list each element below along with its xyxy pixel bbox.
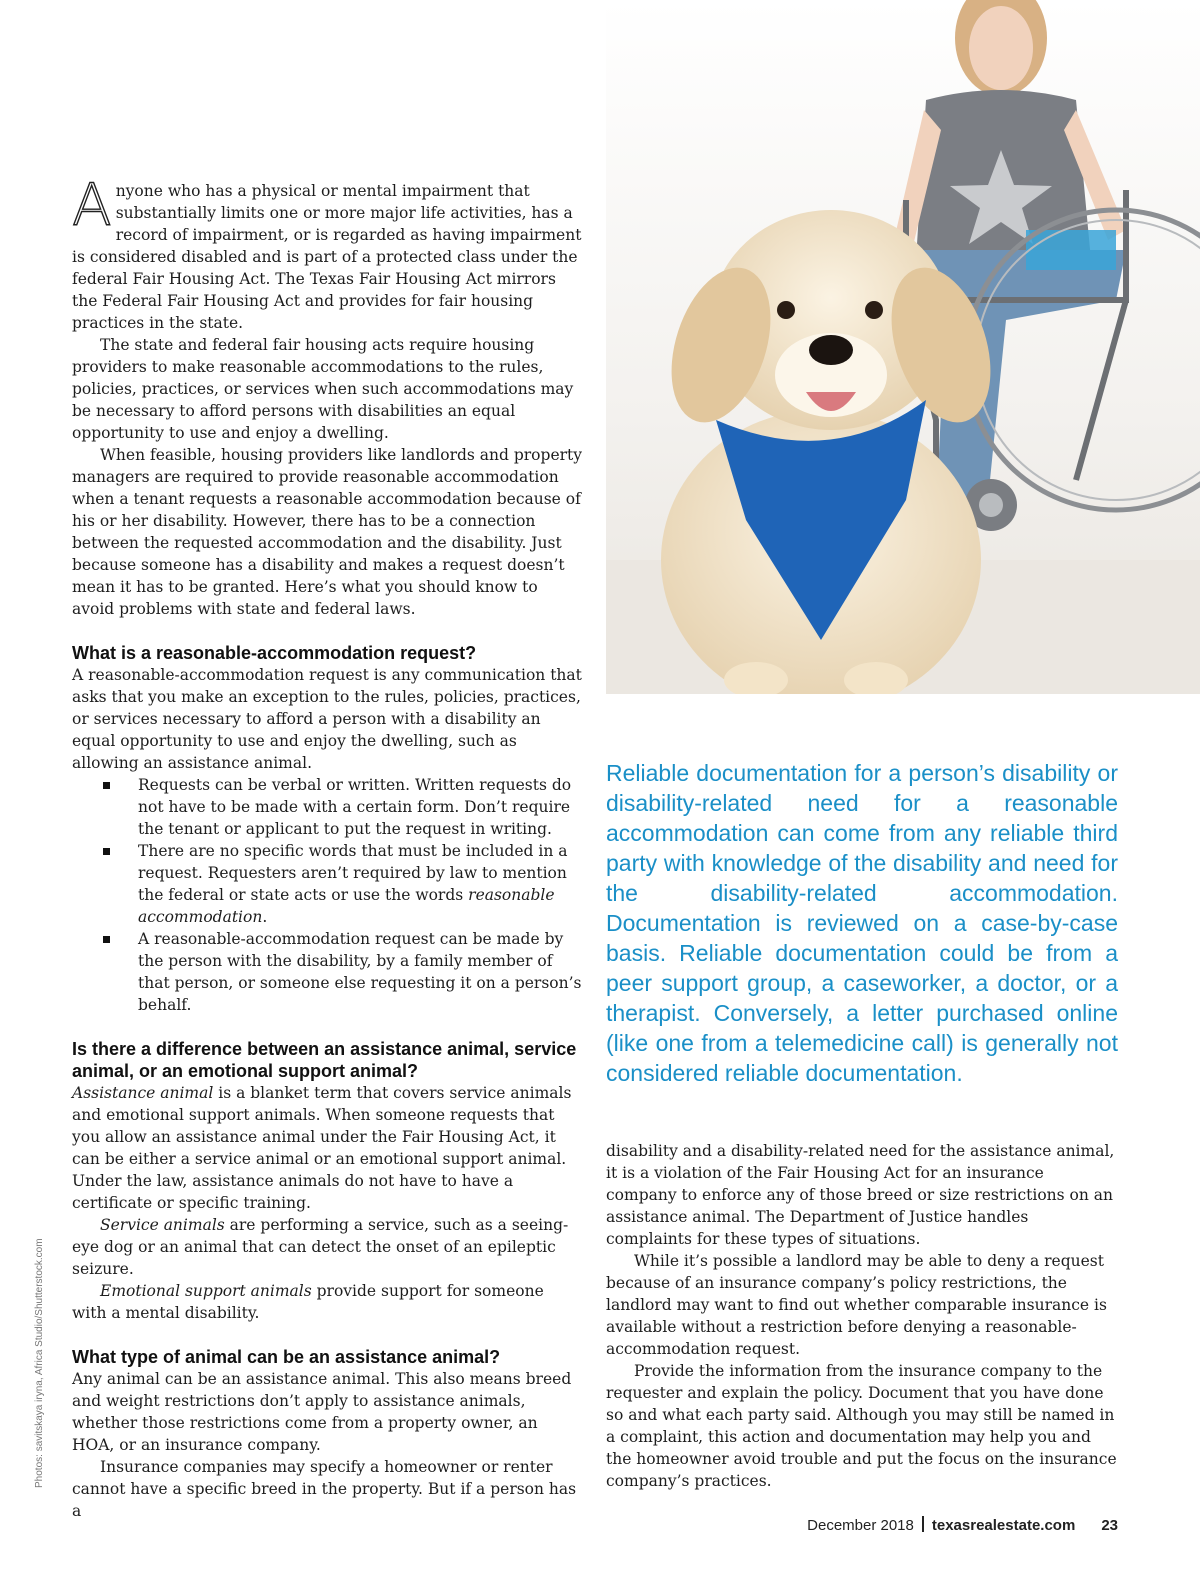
section2-paragraph-2-text: are performing a service, such as a seeing-eye dog or an animal that can detect the onset of an epileptic seizure. bbox=[72, 1216, 569, 1278]
section2-paragraph-1-text: is a blanket term that covers service animals and emotional support animals. When someone requests that you allow an assistance animal under the Fair Housing Act, it can be either a service animal or an emotional support animal. Under the law, assistance animals do not have to have a certificate or specific training. bbox=[72, 1084, 572, 1212]
right-column bbox=[606, 1140, 1118, 1492]
right-paragraph-1: disability and a disability-related need for the assistance animal, it is a violation of the Fair Housing Act for an insurance company to enforce any of those breed or size restrictions on an assistance animal. The Department of Justice handles complaints for these types of situations. bbox=[606, 1142, 1115, 1248]
heading-animal-difference: Is there a difference between an assistance animal, service animal, or an emotional support animal? bbox=[72, 1039, 577, 1081]
section3-paragraph-1: Any animal can be an assistance animal. This also means breed and weight restrictions don’t apply to assistance animals, whether those restrictions come from a property owner, an HOA, or an insurance company. bbox=[72, 1370, 572, 1454]
intro-paragraph-1 bbox=[72, 171, 582, 334]
right-paragraph-3: Provide the information from the insurance company to the requester and explain the policy. Document that you have done so and what each party said. Although you may still be named in a complaint, this action and documentation may help you and the homeowner avoid trouble and put the focus on the insurance company’s practices. bbox=[606, 1362, 1117, 1490]
section2-paragraph-3-text: provide support for someone with a mental disability. bbox=[72, 1282, 544, 1322]
footer-divider bbox=[922, 1516, 924, 1532]
heading-animal-type: What type of animal can be an assistance animal? bbox=[72, 1347, 501, 1367]
intro-paragraph-3: When feasible, housing providers like landlords and property managers are required to provide reasonable accommodation when a tenant requests a reasonable accommodation because of his or her disability. However, there has to be a connection between the requested accommodation and the disability. Just because someone has a disability and makes a request doesn’t mean it has to be granted. Here’s what you should know to avoid problems with state and federal laws. bbox=[72, 446, 583, 618]
bullet-text: There are no specific words that must be included in a request. Requesters aren’t required by law to mention the federal or state acts or use the words bbox=[138, 842, 568, 904]
requests-bullet-list bbox=[72, 774, 582, 1016]
bullet-text: A reasonable-accommodation request can be made by the person with the disability, by a family member of that person, or someone else requesting it on a person’s behalf. bbox=[138, 930, 582, 1014]
page-footer bbox=[807, 1516, 1118, 1534]
page-number: 23 bbox=[1101, 1517, 1118, 1534]
bullet-square-icon bbox=[103, 782, 110, 789]
intro-paragraph-1-text: nyone who has a physical or mental impairment that substantially limits one or more major life activities, has a record of impairment, or is regarded as having impairment is considered disabled and is part of a protected class under the federal Fair Housing Act. The Texas Fair Housing Act mirrors the Federal Fair Housing Act and provides for fair housing practices in the state. bbox=[72, 182, 582, 332]
section3-paragraph-2: Insurance companies may specify a homeowner or renter cannot have a specific breed in the property. But if a person has a bbox=[72, 1458, 577, 1520]
right-paragraph-2: While it’s possible a landlord may be able to deny a request because of an insurance company’s policy restrictions, the landlord may want to find out whether comparable insurance is available without a restriction before denying a reasonable-accommodation request. bbox=[606, 1252, 1107, 1358]
website-link[interactable]: texasrealestate.com bbox=[931, 1517, 1076, 1534]
bullet-item bbox=[72, 928, 582, 1016]
section1-paragraph-1: A reasonable-accommodation request is any communication that asks that you make an exception to the rules, policies, practices, or services necessary to afford a person with a disability an equal opportunity to use and enjoy the dwelling, such as allowing an assistance animal. bbox=[72, 666, 582, 772]
drop-cap: A bbox=[72, 171, 112, 239]
bullet-item bbox=[72, 774, 582, 840]
section2-paragraph-2 bbox=[72, 1214, 582, 1280]
section2-paragraph-3 bbox=[72, 1280, 582, 1324]
bullet-italic-term: reasonable accommodation bbox=[138, 886, 555, 926]
term-emotional-support-animals: Emotional support animals bbox=[100, 1282, 312, 1300]
term-service-animals: Service animals bbox=[100, 1216, 225, 1234]
section2-paragraph-1 bbox=[72, 1082, 582, 1214]
issue-date: December 2018 bbox=[807, 1517, 914, 1534]
bullet-square-icon bbox=[103, 936, 110, 943]
photo-credit: Photos: savitskaya iryna, Africa Studio/Shutterstock.com bbox=[34, 1238, 45, 1488]
left-column bbox=[72, 171, 583, 1522]
bullet-square-icon bbox=[103, 848, 110, 855]
dog-nose bbox=[809, 335, 853, 365]
term-assistance-animal: Assistance animal bbox=[72, 1084, 214, 1102]
heading-reasonable-accommodation: What is a reasonable-accommodation request? bbox=[72, 643, 477, 663]
intro-paragraph-2: The state and federal fair housing acts require housing providers to make reasonable accommodations to the rules, policies, practices, or services when such accommodations may be necessary to afford persons with disabilities an equal opportunity to use and enjoy a dwelling. bbox=[72, 336, 574, 442]
bullet-end-punct: . bbox=[262, 908, 268, 926]
photo-illustration bbox=[606, 0, 1200, 694]
bullet-item bbox=[72, 840, 582, 928]
photo-dog-wheelchair bbox=[606, 0, 1200, 694]
pull-quote: Reliable documentation for a person’s disability or disability-related need for a reasonable accommodation can come from any reliable third party with knowledge of the disability and need for the disability-related accommodation. Documentation is reviewed on a case-by-case basis. Reliable documentation could be from a peer support group, a caseworker, a doctor, or a therapist. Conversely, a letter purchased online (like one from a telemedicine call) is generally not considered reliable documentation. bbox=[606, 760, 1118, 1086]
bullet-text: Requests can be verbal or written. Written requests do not have to be made with a certain form. Don’t require the tenant or applicant to put the request in writing. bbox=[138, 776, 572, 838]
